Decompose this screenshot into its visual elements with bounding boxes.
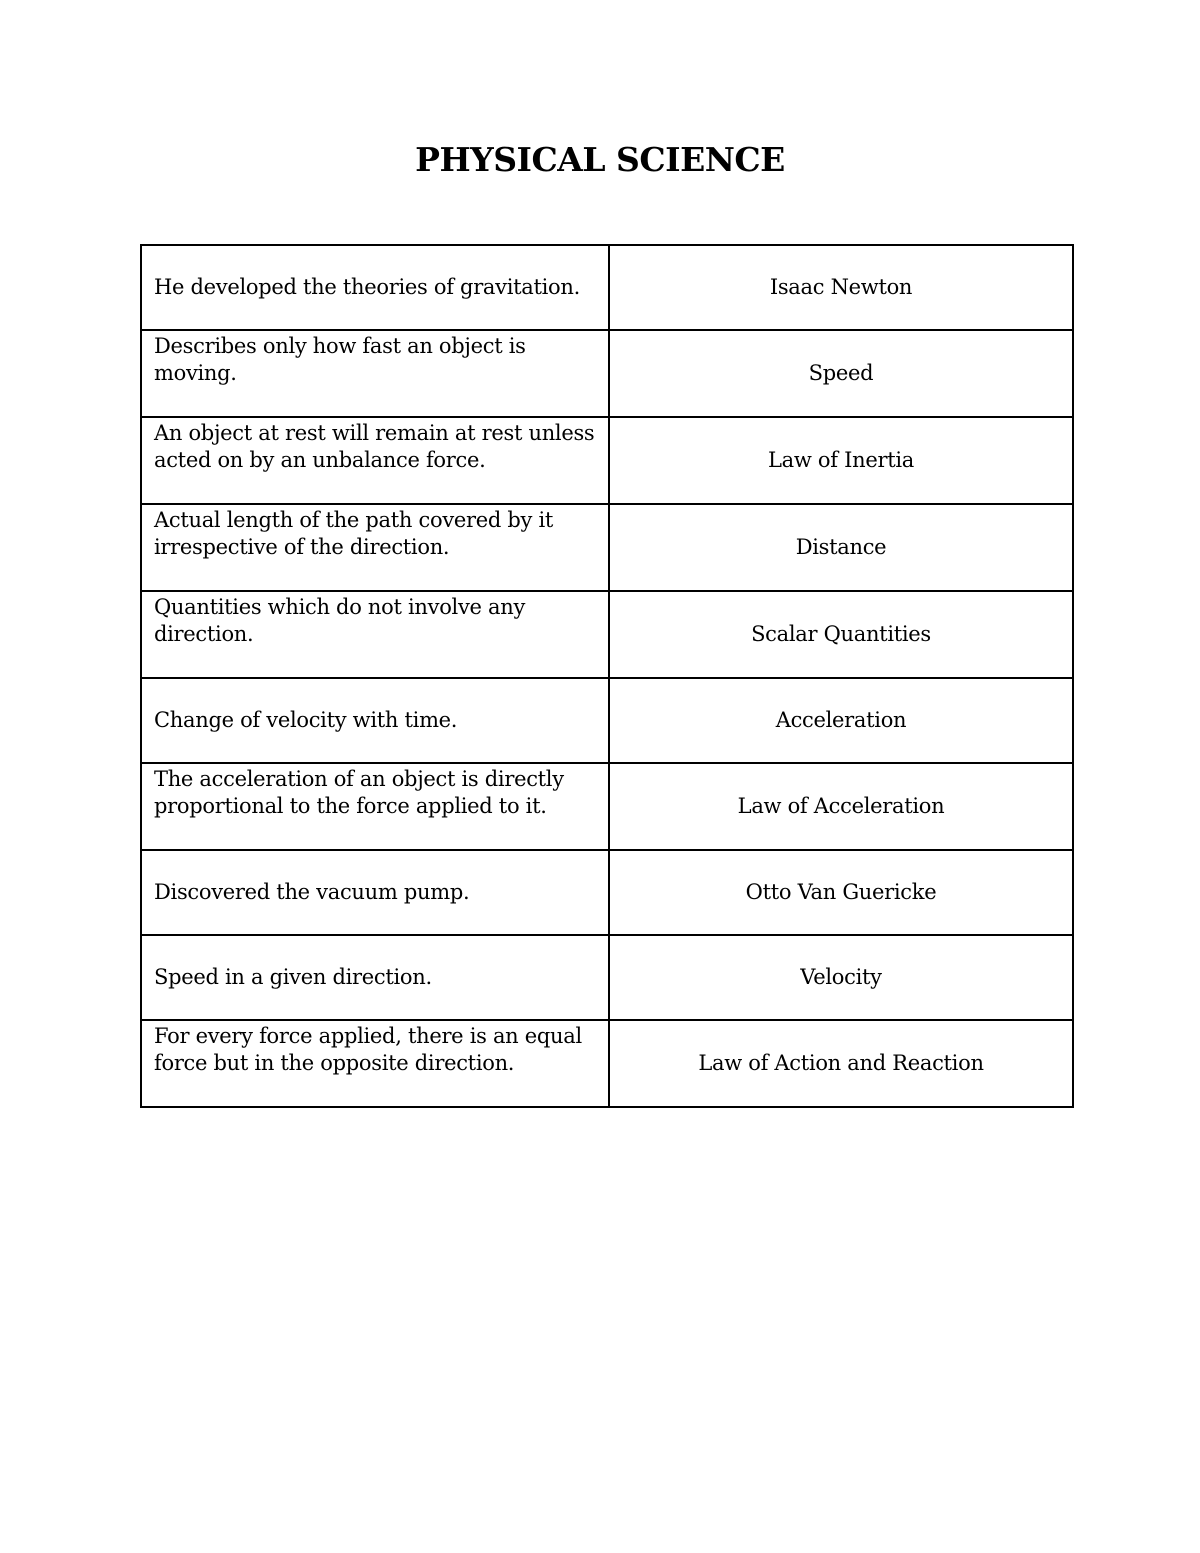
term-cell: Law of Action and Reaction: [609, 1020, 1073, 1107]
table-row: [141, 1020, 1073, 1107]
term-cell: Acceleration: [609, 678, 1073, 763]
term-cell: Distance: [609, 504, 1073, 591]
table-row: [141, 245, 1073, 330]
description-cell: For every force applied, there is an equal force but in the opposite direction.: [141, 1020, 609, 1107]
table-row: [141, 417, 1073, 504]
table-row: [141, 763, 1073, 850]
description-cell: The acceleration of an object is directly proportional to the force applied to it.: [141, 763, 609, 850]
description-cell: Speed in a given direction.: [141, 935, 609, 1020]
description-cell: Discovered the vacuum pump.: [141, 850, 609, 935]
term-cell: Scalar Quantities: [609, 591, 1073, 678]
table-row: [141, 935, 1073, 1020]
description-cell: Actual length of the path covered by it irrespective of the direction.: [141, 504, 609, 591]
science-terms-table: [140, 244, 1074, 1108]
table-row: [141, 504, 1073, 591]
page-title: PHYSICAL SCIENCE: [415, 140, 785, 179]
description-cell: Quantities which do not involve any direction.: [141, 591, 609, 678]
table-row: [141, 678, 1073, 763]
table-row: [141, 330, 1073, 417]
term-cell: Law of Acceleration: [609, 763, 1073, 850]
table-row: [141, 591, 1073, 678]
description-cell: He developed the theories of gravitation.: [141, 245, 609, 330]
table-row: [141, 850, 1073, 935]
term-cell: Isaac Newton: [609, 245, 1073, 330]
term-cell: Velocity: [609, 935, 1073, 1020]
description-cell: Change of velocity with time.: [141, 678, 609, 763]
description-cell: Describes only how fast an object is moving.: [141, 330, 609, 417]
term-cell: Law of Inertia: [609, 417, 1073, 504]
term-cell: Otto Van Guericke: [609, 850, 1073, 935]
term-cell: Speed: [609, 330, 1073, 417]
description-cell: An object at rest will remain at rest unless acted on by an unbalance force.: [141, 417, 609, 504]
